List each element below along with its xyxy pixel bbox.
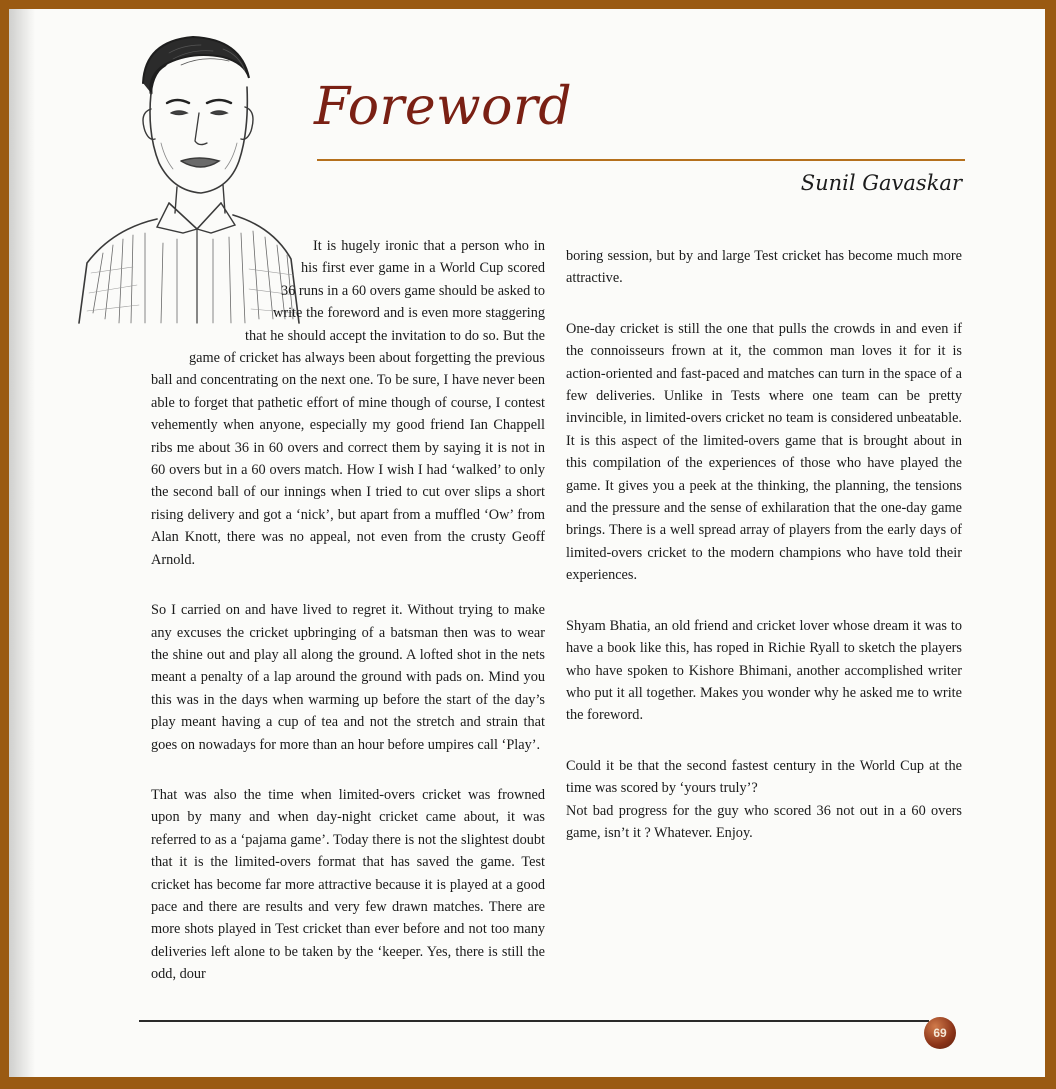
paragraph: So I carried on and have lived to regret it. Without trying to make any excuses the cricket upbringing of a batsman then was to wear the shine out and play all along the ground. A lofted shot in the nets meant a penalty of a lap around the ground with pads on. Mind you this was in the days when warming up before the start of the day’s play meant having a cup of tea and not the stretch and strain that goes on nowadays for more than an hour before umpires call ‘Play’.	[151, 602, 545, 753]
paragraph: Shyam Bhatia, an old friend and cricket lover whose dream it was to have a book like this, has roped in Richie Ryall to sketch the players who have spoken to Kishore Bhimani, another accomplished writer who put it all together. Makes you wonder why he asked me to write the foreword.	[566, 617, 962, 724]
paragraph: That was also the time when limited-overs cricket was frowned upon by many and when day-night cricket came about, it was referred to as a ‘pajama game’. Today there is not the slightest doubt that it is the limited-overs format that has saved the game. Test cricket has become far more attractive because it is played at a good pace and there are results and very few drawn matches. There are more shots played in Test cricket than ever before and not too many deliveries left alone to be taken by the ‘keeper. Yes, there is still the odd, dour	[151, 786, 545, 983]
paragraph: One-day cricket is still the one that pulls the crowds in and even if the connoisseurs frown at it, the common man loves it for it is action-oriented and fast-paced and matches can turn in the space of a few deliveries. Unlike in Tests where one team can be pretty invincible, in limited-overs cricket no team is considered unbeatable. It is this aspect of the limited-overs game that is brought about in this compilation of the experiences of those who have played the game. It gives you a peek at the thinking, the planning, the tensions and the pressure and the sense of exhilaration that the one-day game brings. There is a well spread array of players from the early days of limited-overs cricket to the modern champions who have told their experiences.	[566, 320, 962, 584]
paragraph: boring session, but by and large Test cricket has become much more attractive.	[566, 248, 962, 287]
paragraph: It is hugely ironic that a person who in his first ever game in a World Cup scored 36 runs in a 60 overs game should be asked to write the foreword and is even more staggering that he should accept the invitation to do so. But the game of cricket has always been about forgetting the previous ball and concentrating on the next one. To be sure, I have never been able to forget that pathetic effort of mine though of course, I contest vehemently when anyone, especially my good friend Ian Chappell ribs me about 36 in 60 overs and correct them by saying it is not in 60 overs but in a 60 overs match. How I wish I had ‘walked’ to only the second ball of our innings when I tried to cut over slips a short rising delivery and got a ‘nick’, but apart from a muffled ‘Ow’ from Alan Knott, there was no appeal, not even from the crusty Geoff Arnold.	[151, 238, 545, 568]
page-title: Foreword	[314, 77, 573, 137]
text-column-right	[566, 245, 962, 844]
text-column-left	[151, 235, 545, 986]
paragraph: Not bad progress for the guy who scored 36 not out in a 60 overs game, isn’t it ? Whatever. Enjoy.	[566, 802, 962, 841]
footer-rule	[139, 1020, 929, 1022]
title-underline	[317, 159, 965, 161]
paragraph: Could it be that the second fastest century in the World Cup at the time was scored by ‘yours truly’?	[566, 757, 962, 797]
page-number-badge: 69	[924, 1017, 956, 1049]
book-page	[9, 9, 1045, 1077]
author-name: Sunil Gavaskar	[800, 171, 962, 195]
page-gutter-shadow	[9, 9, 35, 1077]
